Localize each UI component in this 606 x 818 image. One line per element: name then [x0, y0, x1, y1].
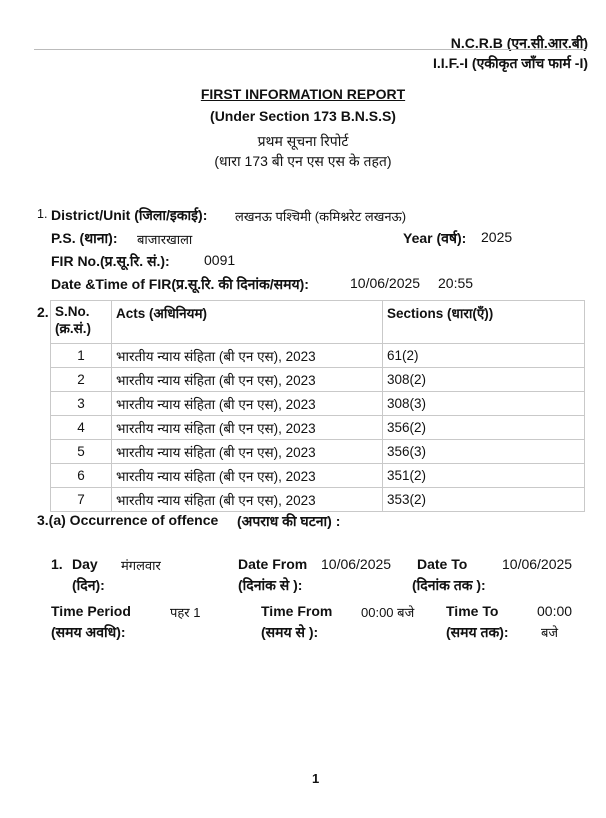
time-from-value: 00:00 बजे — [361, 605, 415, 620]
day-label-hindi: (दिन): — [72, 577, 105, 593]
ps-value: बाजारखाला — [137, 232, 193, 247]
time-to-label: Time To — [446, 603, 499, 619]
row-section: 308(2) — [383, 368, 585, 392]
table-row — [51, 440, 585, 464]
table-row — [51, 368, 585, 392]
date-to-value: 10/06/2025 — [502, 556, 573, 572]
item1-number: 1. — [37, 207, 48, 221]
row-section: 356(3) — [383, 440, 585, 464]
date-from-value: 10/06/2025 — [321, 556, 392, 572]
row-act: भारतीय न्याय संहिता (बी एन एस), 2023 — [112, 368, 383, 392]
row-sno: 6 — [51, 464, 112, 488]
row-sno: 1 — [51, 344, 112, 368]
report-title-text: FIRST INFORMATION REPORT — [200, 86, 406, 102]
time-period-value: पहर 1 — [170, 605, 201, 620]
day-number: 1. — [51, 556, 63, 572]
row-sno: 7 — [51, 488, 112, 512]
row-section: 308(3) — [383, 392, 585, 416]
header-sno-hindi: (क्र.सं.) — [55, 321, 91, 336]
fir-label: FIR No.(प्र.सू.रि. सं.): — [51, 253, 170, 269]
row-sno: 2 — [51, 368, 112, 392]
iif-header: I.I.F.-I (एकीकृत जाँच फार्म -I) — [433, 55, 588, 71]
report-section-hindi: (धारा 173 बी एन एस एस के तहत) — [214, 153, 392, 169]
fir-time-value: 20:55 — [438, 275, 474, 291]
report-section: (Under Section 173 B.N.S.S) — [210, 108, 396, 124]
row-act: भारतीय न्याय संहिता (बी एन एस), 2023 — [112, 344, 383, 368]
time-from-label-hindi: (समय से ): — [261, 624, 319, 640]
header-acts: Acts (अधिनियम) — [112, 301, 383, 344]
header-sections: Sections (धारा(एँ)) — [383, 301, 585, 344]
table-row — [51, 416, 585, 440]
occurrence-heading-hindi: (अपराध की घटना) : — [237, 513, 341, 529]
acts-table-header — [51, 301, 585, 344]
row-sno: 4 — [51, 416, 112, 440]
time-from-label: Time From — [261, 603, 333, 619]
table-row — [51, 488, 585, 512]
report-title — [0, 86, 606, 102]
row-sno: 5 — [51, 440, 112, 464]
header-sno — [51, 301, 112, 344]
district-label: District/Unit (जिला/इकाई): — [51, 207, 208, 223]
row-sno: 3 — [51, 392, 112, 416]
occurrence-heading: 3.(a) Occurrence of offence — [37, 512, 219, 528]
row-section: 351(2) — [383, 464, 585, 488]
acts-table — [50, 300, 585, 512]
year-value: 2025 — [481, 229, 513, 245]
header-divider — [34, 49, 586, 50]
time-period-label: Time Period — [51, 603, 131, 619]
day-value: मंगलवार — [121, 558, 161, 573]
row-section: 353(2) — [383, 488, 585, 512]
time-period-label-hindi: (समय अवधि): — [51, 624, 126, 640]
fir-value: 0091 — [204, 252, 236, 268]
fir-date-label: Date &Time of FIR(प्र.सू.रि. की दिनांक/समय): — [51, 276, 309, 292]
row-act: भारतीय न्याय संहिता (बी एन एस), 2023 — [112, 440, 383, 464]
row-act: भारतीय न्याय संहिता (बी एन एस), 2023 — [112, 488, 383, 512]
row-section: 61(2) — [383, 344, 585, 368]
table-row — [51, 344, 585, 368]
row-act: भारतीय न्याय संहिता (बी एन एस), 2023 — [112, 464, 383, 488]
date-from-label-hindi: (दिनांक से ): — [238, 577, 303, 593]
row-act: भारतीय न्याय संहिता (बी एन एस), 2023 — [112, 392, 383, 416]
time-to-value: 00:00 — [537, 603, 573, 619]
row-section: 356(2) — [383, 416, 585, 440]
header-sno-text: S.No. — [55, 304, 90, 319]
item2-number: 2. — [37, 304, 49, 320]
date-from-label: Date From — [238, 556, 308, 572]
page-number: 1 — [312, 771, 320, 786]
ncrb-header: N.C.R.B (एन.सी.आर.बी) — [450, 35, 588, 51]
table-row — [51, 464, 585, 488]
year-label: Year (वर्ष): — [403, 230, 467, 246]
district-value: लखनऊ पश्चिमी (कमिश्नरेट लखनऊ) — [235, 209, 407, 224]
time-to-label-hindi: (समय तक): — [446, 624, 509, 640]
table-row — [51, 392, 585, 416]
ps-label: P.S. (थाना): — [51, 230, 118, 246]
fir-date-value: 10/06/2025 — [350, 275, 421, 291]
time-to-unit: बजे — [541, 625, 559, 640]
date-to-label-hindi: (दिनांक तक ): — [412, 577, 486, 593]
date-to-label: Date To — [417, 556, 468, 572]
row-act: भारतीय न्याय संहिता (बी एन एस), 2023 — [112, 416, 383, 440]
day-label: Day — [72, 556, 98, 572]
report-title-hindi: प्रथम सूचना रिपोर्ट — [257, 133, 349, 149]
